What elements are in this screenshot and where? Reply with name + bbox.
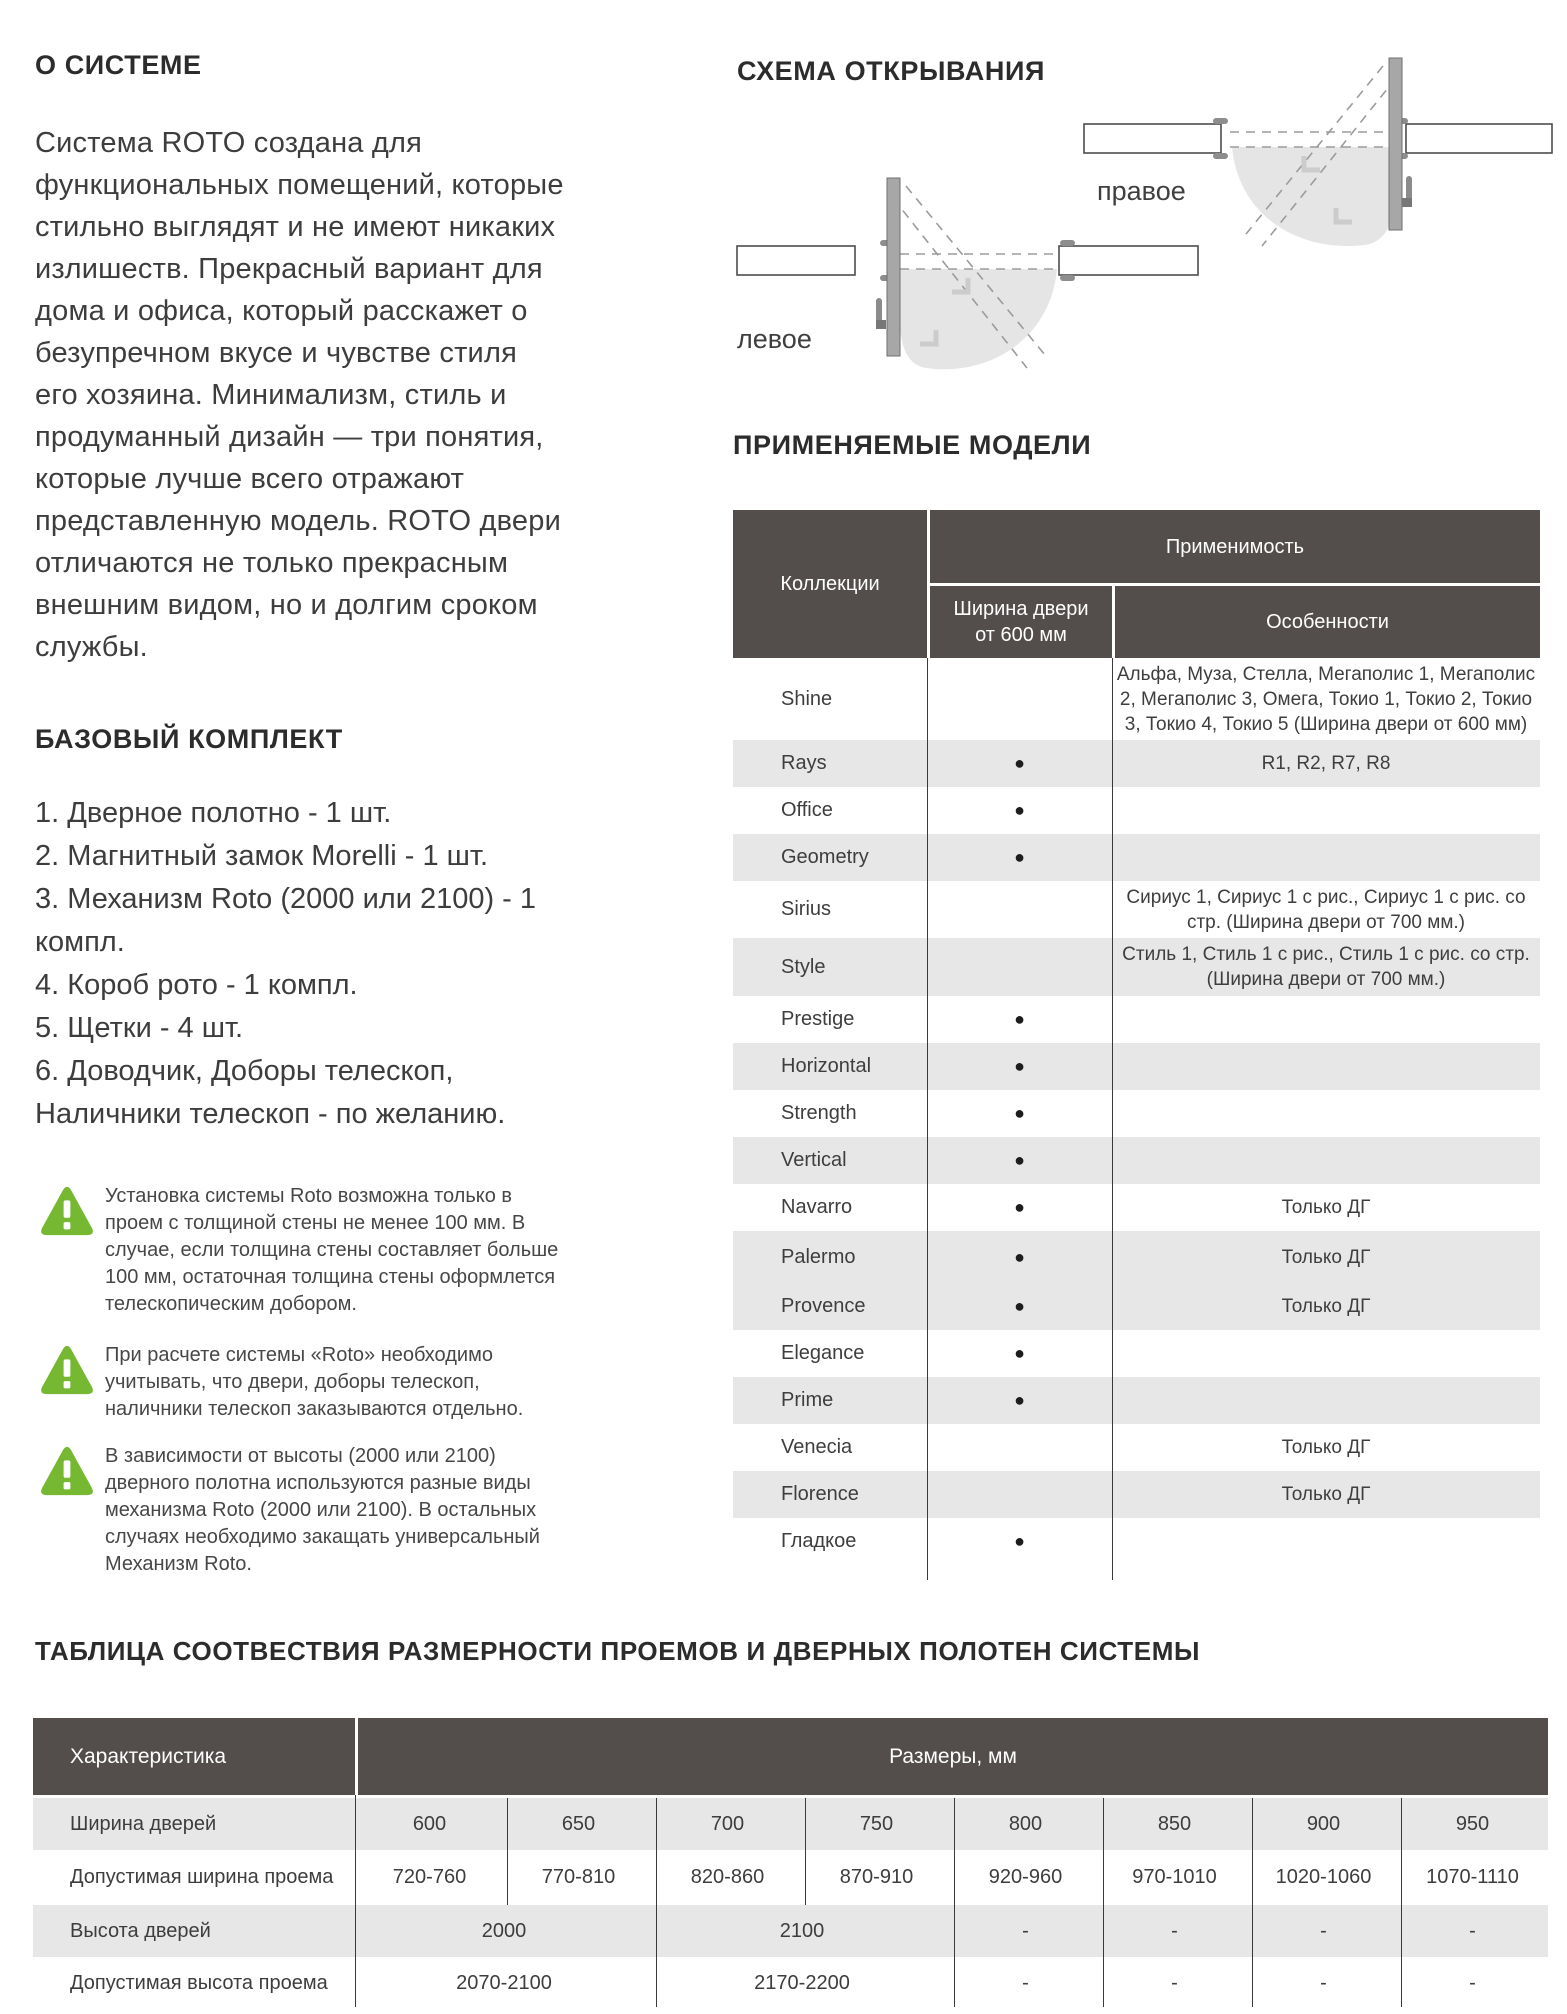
width-dot: ● xyxy=(1014,1056,1025,1076)
size-cell: - xyxy=(1022,1972,1029,1994)
table-row xyxy=(733,938,1540,996)
door-scheme-left xyxy=(730,170,1208,390)
table-row xyxy=(733,1518,1540,1565)
features-cell: Альфа, Муза, Стелла, Мегаполис 1, Мегаполис 2, Мегаполис 3, Омега, Токио 1, Токио 2, Токио 3, Токио 4, Токио 5 (Ширина двери от 600 мм) xyxy=(1116,663,1536,735)
collection-name: Office xyxy=(781,799,833,821)
row-label: Ширина дверей xyxy=(70,1812,217,1835)
features-cell: Сириус 1, Сириус 1 с рис., Сириус 1 с рис. со стр. (Ширина двери от 700 мм.) xyxy=(1126,886,1526,933)
warning-text: При расчете системы «Roto» необходимо учитывать, что двери, доборы телескоп, наличники телескоп заказываются отдельно. xyxy=(105,1344,524,1420)
size-cell: 2000 xyxy=(481,1919,527,1942)
size-cell: 750 xyxy=(859,1812,894,1835)
column-divider xyxy=(507,1798,508,1905)
width-dot: ● xyxy=(1014,753,1025,773)
width-dot: ● xyxy=(1014,1197,1025,1217)
models-title: ПРИМЕНЯЕМЫЕ МОДЕЛИ xyxy=(733,430,1092,460)
size-cell: 2100 xyxy=(779,1919,825,1942)
table-row xyxy=(733,1330,1540,1377)
width-dot: ● xyxy=(1014,800,1025,820)
table-row xyxy=(733,1137,1540,1184)
about-title: О СИСТЕМЕ xyxy=(35,50,202,80)
width-dot: ● xyxy=(1014,1343,1025,1363)
size-cell: - xyxy=(1320,1972,1327,1994)
collection-name: Venecia xyxy=(781,1436,853,1458)
table-row xyxy=(733,740,1540,787)
models-header-applicability: Применимость xyxy=(930,510,1540,583)
row-label: Допустимая высота проема xyxy=(70,1972,328,1994)
size-cell: 1070-1110 xyxy=(1426,1866,1519,1888)
size-cell: - xyxy=(1171,1919,1178,1942)
wall-left xyxy=(737,246,855,275)
table-row xyxy=(733,658,1540,740)
table-row xyxy=(733,881,1540,938)
collection-name: Prime xyxy=(781,1389,834,1411)
warning-text: В зависимости от высоты (2000 или 2100) дверного полотна используются разные виды механизма Roto (2000 или 2100). В остальных случаях необходимо закащать универсальный Механизм Roto. xyxy=(105,1445,540,1575)
column-divider xyxy=(1401,1798,1402,2007)
column-divider xyxy=(1112,658,1113,1580)
table-row xyxy=(33,1798,1548,1850)
width-dot: ● xyxy=(1014,1390,1025,1410)
column-divider xyxy=(355,1795,356,2007)
table-row xyxy=(733,834,1540,881)
scheme-left-label: левое xyxy=(737,324,812,354)
kit-item: 3. Механизм Roto (2000 или 2100) - 1 компл. xyxy=(35,883,537,958)
collection-name: Strength xyxy=(781,1102,857,1124)
column-divider xyxy=(954,1798,955,2007)
kit-item: 4. Короб рото - 1 компл. xyxy=(35,969,358,1001)
door-leaf xyxy=(887,178,900,356)
features-cell: Только ДГ xyxy=(1281,1484,1371,1505)
warning-item xyxy=(38,1183,561,1318)
size-cell: 870-910 xyxy=(839,1866,914,1888)
collection-name: Rays xyxy=(781,752,827,774)
table-row xyxy=(33,1905,1548,1957)
size-cell: - xyxy=(1022,1919,1029,1942)
kit-item: 2. Магнитный замок Morelli - 1 шт. xyxy=(35,840,489,872)
features-cell: Только ДГ xyxy=(1281,1437,1371,1458)
collection-name: Elegance xyxy=(781,1342,865,1364)
table-row xyxy=(733,1090,1540,1137)
collection-name: Florence xyxy=(781,1483,859,1505)
base-kit-title: БАЗОВЫЙ КОМПЛЕКТ xyxy=(35,724,343,754)
sizes-header-characteristic: Характеристика xyxy=(33,1718,355,1795)
row-label: Допустимая ширина проема xyxy=(70,1866,334,1888)
size-cell: 950 xyxy=(1455,1812,1490,1835)
size-cell: - xyxy=(1171,1972,1178,1994)
size-cell: 2170-2200 xyxy=(754,1972,850,1994)
size-cell: 720-760 xyxy=(392,1866,467,1888)
table-row xyxy=(33,1957,1548,2010)
collection-name: Sirius xyxy=(781,898,832,920)
kit-item: 6. Доводчик, Доборы телескоп, Наличники телескоп - по желанию. xyxy=(35,1055,506,1130)
features-cell: Только ДГ xyxy=(1281,1197,1371,1218)
features-cell: Только ДГ xyxy=(1281,1296,1371,1317)
sizes-title: ТАБЛИЦА СООТВЕСТВИЯ РАЗМЕРНОСТИ ПРОЕМОВ И ДВЕРНЫХ ПОЛОТЕН СИСТЕМЫ xyxy=(35,1636,1201,1666)
width-dot: ● xyxy=(1014,1103,1025,1123)
table-row xyxy=(733,996,1540,1043)
sizes-rows xyxy=(33,1798,1548,2010)
table-row xyxy=(733,1283,1540,1330)
collection-name: Geometry xyxy=(781,846,869,868)
warning-item xyxy=(38,1342,561,1423)
models-header-width: Ширина двери от 600 мм xyxy=(930,586,1112,658)
size-cell: - xyxy=(1469,1972,1476,1994)
table-row xyxy=(733,1471,1540,1518)
scheme-right-label: правое xyxy=(1097,176,1186,206)
models-header-features: Особенности xyxy=(1115,586,1540,658)
door-leaf xyxy=(1389,58,1402,230)
table-row xyxy=(733,1424,1540,1471)
collection-name: Navarro xyxy=(781,1196,853,1218)
kit-item: 5. Щетки - 4 шт. xyxy=(35,1012,244,1044)
size-cell: 920-960 xyxy=(988,1866,1063,1888)
about-body: Система ROTO создана для функциональных помещений, которые стильно выглядят и не имеют никаких излишеств. Прекрасный вариант для дома и офиса, который расскажет о безупречном вкусе и чувстве стиля его хозяина. Минимализм, стиль и продуманный дизайн — три понятия, которые лучше всего отражают представленную модель. ROTO двери отличаются не только прекрасным внешним видом, но и долгим сроком службы. xyxy=(35,127,564,663)
table-row xyxy=(733,1043,1540,1090)
table-row xyxy=(33,1850,1548,1905)
column-divider xyxy=(805,1798,806,1905)
collection-name: Provence xyxy=(781,1295,866,1317)
width-dot: ● xyxy=(1014,1531,1025,1551)
features-cell: R1, R2, R7, R8 xyxy=(1261,753,1391,774)
base-kit-list xyxy=(35,792,575,1136)
table-row xyxy=(733,1184,1540,1231)
table-row xyxy=(733,787,1540,834)
column-divider xyxy=(1252,1798,1253,2007)
width-dot: ● xyxy=(1014,1009,1025,1029)
collection-name: Shine xyxy=(781,687,833,710)
warning-icon xyxy=(38,1342,96,1398)
collection-name: Horizontal xyxy=(781,1055,872,1077)
size-cell: 900 xyxy=(1306,1812,1341,1835)
column-divider xyxy=(1103,1798,1104,2007)
collection-name: Style xyxy=(781,955,826,978)
column-divider xyxy=(927,658,928,1580)
column-divider xyxy=(656,1798,657,2007)
width-dot: ● xyxy=(1014,847,1025,867)
row-label: Высота дверей xyxy=(70,1919,211,1942)
size-cell: 770-810 xyxy=(541,1866,616,1888)
warning-icon xyxy=(38,1183,96,1239)
size-cell: 600 xyxy=(412,1812,447,1835)
warning-text: Установка системы Roto возможна только в проем с толщиной стены не менее 100 мм. В случае, если толщина стены составляет больше 100 мм, остаточная толщина стены оформлется телескопическим добором. xyxy=(105,1185,559,1315)
models-header-collections: Коллекции xyxy=(733,510,927,658)
size-cell: 2070-2100 xyxy=(456,1972,552,1994)
wall-left xyxy=(1084,124,1221,153)
width-dot: ● xyxy=(1014,1150,1025,1170)
size-cell: 850 xyxy=(1157,1812,1192,1835)
wall-right xyxy=(1406,124,1552,153)
table-row xyxy=(733,1231,1540,1283)
size-cell: 970-1010 xyxy=(1132,1866,1217,1888)
sizes-header-sizes: Размеры, мм xyxy=(358,1718,1548,1795)
wall-right xyxy=(1059,246,1198,275)
table-row xyxy=(733,1377,1540,1424)
warning-icon xyxy=(38,1443,96,1499)
size-cell: 800 xyxy=(1008,1812,1043,1835)
collection-name: Prestige xyxy=(781,1008,855,1030)
features-cell: Только ДГ xyxy=(1281,1246,1371,1268)
width-dot: ● xyxy=(1014,1296,1025,1316)
collection-name: Vertical xyxy=(781,1149,847,1171)
size-cell: - xyxy=(1469,1919,1476,1942)
features-cell: Стиль 1, Стиль 1 с рис., Стиль 1 с рис. со стр. (Ширина двери от 700 мм.) xyxy=(1122,944,1530,990)
collection-name: Гладкое xyxy=(781,1530,857,1552)
scheme-title: СХЕМА ОТКРЫВАНИЯ xyxy=(737,56,1045,86)
collection-name: Palermo xyxy=(781,1245,856,1268)
size-cell: 700 xyxy=(710,1812,745,1835)
size-cell: 820-860 xyxy=(690,1866,765,1888)
kit-item: 1. Дверное полотно - 1 шт. xyxy=(35,797,392,829)
size-cell: - xyxy=(1320,1919,1327,1942)
width-dot: ● xyxy=(1014,1246,1025,1267)
warning-item xyxy=(38,1443,561,1578)
size-cell: 650 xyxy=(561,1812,596,1835)
size-cell: 1020-1060 xyxy=(1275,1866,1372,1888)
models-rows xyxy=(733,658,1540,1565)
